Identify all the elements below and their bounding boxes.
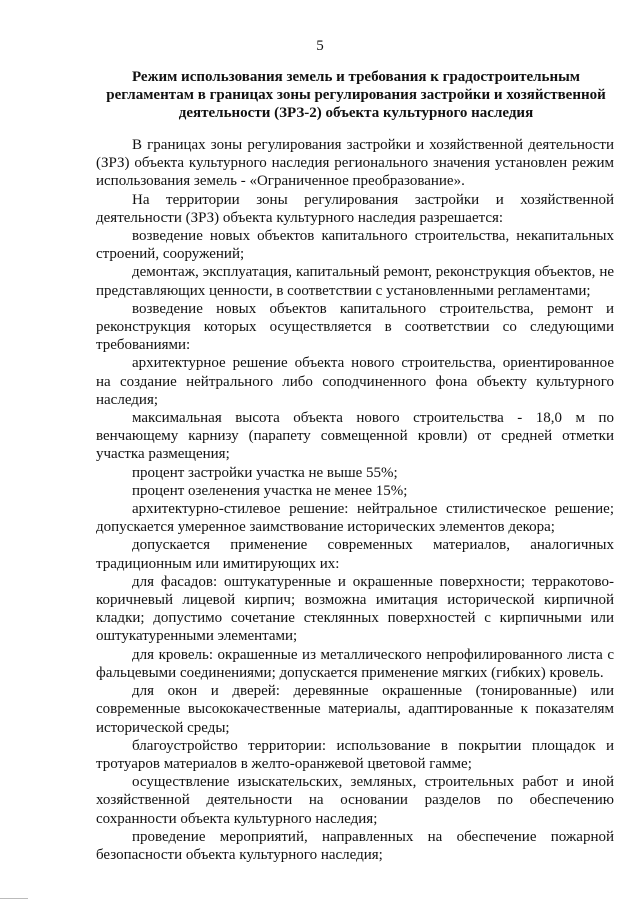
list-item: возведение новых объектов капитального строительства, ремонт и реконструкция которых осуществляется в соответствии со следующими требованиями: [96,300,614,354]
list-item: максимальная высота объекта нового строительства - 18,0 м по венчающему карнизу (парапету совмещенной кровли) от средней отметки участка размещения; [96,410,614,463]
list-item: возведение новых объектов капитального строительства, некапитальных строений, сооружений; [96,228,614,263]
list-item: демонтаж, эксплуатация, капитальный ремонт, реконструкция объектов, не представляющих ценности, в соответствии с установленными регламентами; [96,264,614,299]
list-item: допускается применение современных материалов, аналогичных традиционным или имитирующих их: [96,537,614,572]
list-item: благоустройство территории: использование в покрытии площадок и тротуаров материалов в желто-оранжевой цветовой гамме; [96,737,614,772]
list-item: архитектурное решение объекта нового строительства, ориентированное на создание нейтрального либо соподчиненного фона объекту культурного наследия; [96,355,614,408]
list-item: процент застройки участка не выше 55%; [132,464,398,481]
list-item: для фасадов: оштукатуренные и окрашенные поверхности; терракотово-коричневый лицевой кирпич; возможна имитация исторической кирпичной кладки; допустимо сочетание стеклянных поверхностей с кирпичными или оштукатуренными элементами; [96,573,614,645]
list-item: для окон и дверей: деревянные окрашенные (тонированные) или современные высококачественные материалы, адаптированные к показателям исторической среды; [96,683,614,736]
list-item: процент озеленения участка не менее 15%; [132,482,408,499]
list-item: архитектурно-стилевое решение: нейтральное стилистическое решение; допускается умеренное заимствование исторических элементов декора; [96,501,614,536]
list-item: для кровель: окрашенные из металлического непрофилированного листа с фальцевыми соединениями; допускается применение мягких (гибких) кровель. [96,646,614,681]
list-item: проведение мероприятий, направленных на обеспечение пожарной безопасности объекта культурного наследия; [96,828,614,863]
body-text [96,136,614,864]
scan-edge-mark [0,898,28,899]
section-heading: Режим использования земель и требования к градостроительным регламентам в границах зоны регулирования застройки и хозяйственной деятельности (ЗРЗ-2) объекта культурного наследия [106,69,606,121]
paragraph: На территории зоны регулирования застройки и хозяйственной деятельности (ЗРЗ) объекта культурного наследия разрешается: [96,191,614,226]
page-number: 5 [316,38,324,54]
paragraph: В границах зоны регулирования застройки и хозяйственной деятельности (ЗРЗ) объекта культурного наследия регионального значения установлен режим использования земель - «Ограниченное преобразование». [96,137,614,190]
list-item: осуществление изыскательских, земляных, строительных работ и иной хозяйственной деятельности на основании разделов по обеспечению сохранности объекта культурного наследия; [96,774,614,827]
